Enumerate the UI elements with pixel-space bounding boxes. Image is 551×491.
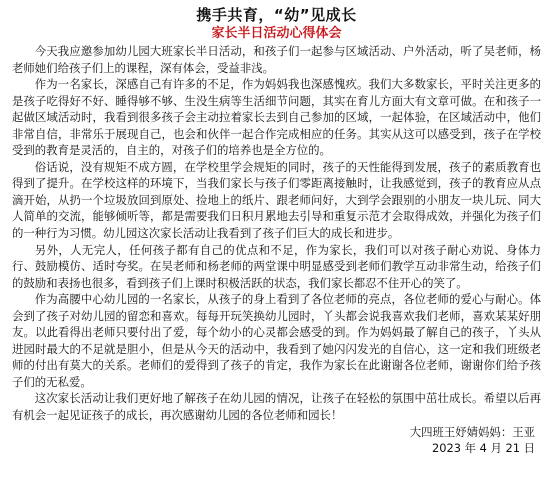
paragraph-1: 今天我应邀参加幼儿园大班家长半日活动，和孩子们一起参与区域活动、户外活动，听了吴老师，杨老师她们给孩子们上的课程，深有体会，受益非浅。 xyxy=(12,44,541,75)
document-body xyxy=(12,43,541,424)
paragraph-3: 俗话说，没有规矩不成方圆，在学校里学会规矩的同时，孩子的天性能得到发展，孩子的素质教育也得到了提升。在学校这样的环境下，当我们家长与孩子们零距离接触时，让我感觉到，孩子的教育应从点滴开始，从扔一个垃圾放回到原处、捡地上的纸片、跟老师问好，大到学会跟别的小朋友一块儿玩、同大人简单的交流，能够倾听等，都是需要我们日积月累地去引导和重复示范才会取得成效，并强化为孩子们的一种行为习惯。幼儿园这次家长活动让我看到了孩子们巨大的成长和进步。 xyxy=(12,159,541,241)
signature: 大四班王妤婧妈妈：王亚 xyxy=(409,424,535,439)
paragraph-5: 作为高腰中心幼儿园的一名家长，从孩子的身上看到了各位老师的亮点，各位老师的爱心与耐心。体会到了孩子对幼儿园的留恋和喜欢。每每开玩笑换幼儿园时，丫头都会说我喜欢我们老师，喜欢某某好朋友。以此看得出老师只要付出了爱，每个幼小的心灵都会感受的到。作为妈妈最了解自己的孩子，丫头从进园时最大的不足就是胆小，但是从今天的活动中，我看到了她闪闪发光的自信心，这一定和我们班级老师的付出有莫大的关系。老师们的爱得到了孩子的肯定，我作为家长在此谢谢各位老师，谢谢你们给予孩子们的无私爱。 xyxy=(12,292,541,389)
date: 2023 年 4 月 21 日 xyxy=(431,441,535,456)
document-subtitle: 家长半日活动心得体会 xyxy=(211,26,342,41)
document-title: 携手共育，“幼”见成长 xyxy=(196,6,357,24)
paragraph-2: 作为一名家长，深感自己有许多的不足，作为妈妈我也深感愧疚。我们大多数家长，平时关注更多的是孩子吃得好不好、睡得够不够、生没生病等生活细节问题，其实在育儿方面大有文章可做。在和孩子一起做区域活动时，我看到很多孩子会主动拉着家长去到自己参加的区域，一起体验，在区域活动中，他们非常自信，非常乐于展现自己，也会和伙伴一起合作完成相应的任务。其实从这可以感受到，孩子在学校受到的教育是灵活的，自主的，对孩子们的培养也是全方位的。 xyxy=(12,77,541,158)
paragraph-6: 这次家长活动让我们更好地了解孩子在幼儿园的情况，让孩子在轻松的氛围中茁壮成长。希望以后再有机会一起见证孩子的成长，再次感谢幼儿园的各位老师和园长！ xyxy=(12,391,541,423)
paragraph-4: 另外，人无完人，任何孩子都有自己的优点和不足，作为家长，我们可以对孩子耐心劝说、身体力行、鼓励模仿、适时夸奖。在吴老师和杨老师的两堂课中明显感受到老师们教学互动非常生动，给孩子们的鼓励和表扬也很多，看到孩子们上课时积极活跃的状态，我们家长都忍不住开心的笑了。 xyxy=(12,242,541,290)
